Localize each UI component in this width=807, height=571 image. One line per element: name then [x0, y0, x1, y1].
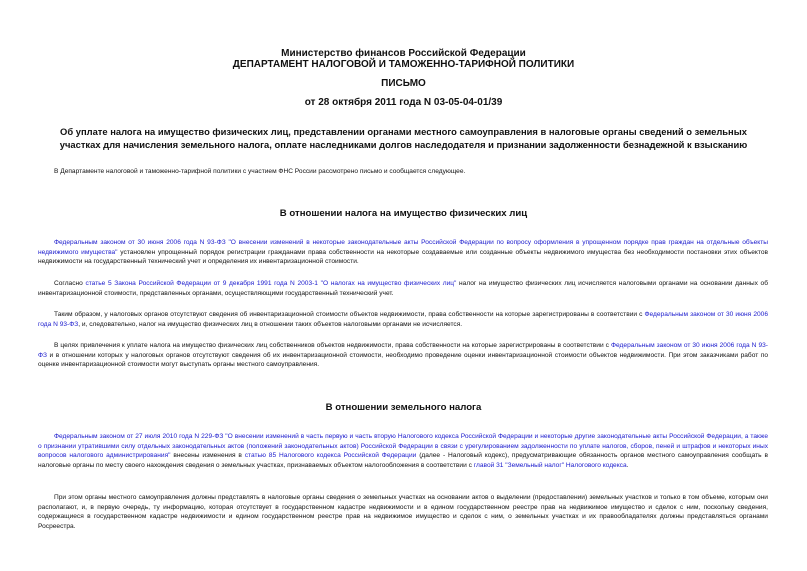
paragraph-text: Согласно: [54, 280, 86, 287]
paragraph-text: В целях привлечения к уплате налога на имущество физических лиц собственников объектов недвижимости, права собственности на которые зарегистрированы в соответствии с: [54, 342, 612, 349]
paragraph-text: и в отношении которых у налоговых органов отсутствуют сведения об их инвентаризационной стоимости, необходимо проведение оценки инвентаризационной стоимости объектов недвижимости. При этом заказчиками работ по оценке инвентаризационной стоимости могут выступать органы местного самоуправления.: [38, 351, 768, 369]
paragraph: [38, 493, 768, 531]
paragraph-text: (далее - Налоговый кодекс), предусматривающие обязанность органов местного самоуправления сообщать в налоговые органы по месту своего нахождения сведения о земельных участках, признаваемых объектом налогообложения в соответствии с: [38, 452, 768, 469]
intro-text: В Департаменте налоговой и таможенно-тарифной политики с участием ФНС России рассмотрено письмо и сообщается следующее.: [54, 168, 466, 175]
document-title: Об уплате налога на имущество физических лиц, представлении органами местного самоуправления в налоговые органы сведений о земельных участках для начисления земельного налога, оплате наследниками долгов наследодателя и признании задолженности безнадежной к взысканию: [59, 126, 748, 150]
section-heading-land-tax: В отношении земельного налога: [325, 402, 482, 413]
paragraph-text: , и, следовательно, налог на имущество физических лиц в отношении таких объектов налоговыми органами не исчисляется.: [78, 320, 463, 328]
department-name: ДЕПАРТАМЕНТ НАЛОГОВОЙ И ТАМОЖЕННО-ТАРИФНОЙ ПОЛИТИКИ: [232, 59, 575, 70]
paragraph-text: Таким образом, у налоговых органов отсутствуют сведения об инвентаризационной стоимости объектов недвижимости, права собственности на которые зарегистрированы в соответствии с: [54, 311, 645, 318]
paragraph: [38, 238, 768, 267]
code-article-link[interactable]: статью 85 Налогового кодекса Российской Федерации: [244, 452, 417, 460]
code-chapter-link[interactable]: главой 31 "Земельный налог" Налогового кодекса: [473, 461, 627, 469]
document-date-number: от 28 октября 2011 года N 03-05-04-01/39: [304, 97, 503, 108]
paragraph-text: При этом органы местного самоуправления должны представлять в налоговые органы сведения о земельных участках на основании актов о выделении (предоставлении) земельных участков и только в том объеме, которым они располагают, и, в первую очередь, ту информацию, которая отсутствует в государственном кадастре недвижимости и в едином государственном реестре прав на недвижимое имущество и сделок с ним, поскольку сведения, содержащиеся в государственном кадастре недвижимости и едином государственном реестре прав на недвижимое имущество и сделок с ним, о земельных участках и их правообладателях должны представляться органами Росреестра.: [38, 494, 768, 530]
paragraph: [38, 341, 768, 370]
law-link[interactable]: Федеральным законом от 30 июня 2006 года N 93-ФЗ: [38, 311, 768, 328]
paragraph: [38, 279, 768, 298]
law-link[interactable]: Федеральным законом от 30 июня 2006 года N 93-ФЗ: [38, 342, 768, 359]
paragraph-text: внесены изменения в: [170, 452, 245, 460]
paragraph: [38, 432, 768, 470]
paragraph-text: установлен упрощенный порядок регистрации гражданами права собственности на некоторые создаваемые или созданные объекты недвижимого имущества без необходимости постановки этих объектов недвижимости на государственный технический учет и определения их инвентаризационной стоимости.: [38, 248, 768, 266]
paragraph: [38, 310, 768, 329]
law-link[interactable]: статье 5 Закона Российской Федерации от 9 декабря 1991 года N 2003-1 "О налогах на имущество физических лиц": [85, 280, 457, 287]
document-type: ПИСЬМО: [381, 78, 426, 89]
law-link[interactable]: Федеральным законом от 27 июля 2010 года N 229-ФЗ "О внесении изменений в часть первую и часть вторую Налогового кодекса Российской Федерации и некоторые другие законодательные акты Российской Федерации, а также о признании утратившими силу отдельных законодательных актов (положений законодательных актов) Российской Федерации в связи с урегулированием задолженности по уплате налогов, сборов, пеней и штрафов и некоторых иных вопросов налогового администрирования": [38, 433, 768, 460]
section-heading-property-tax: В отношении налога на имущество физических лиц: [279, 208, 528, 219]
intro-paragraph: [38, 167, 768, 177]
paragraph-text: налог на имущество физических лиц исчисляется налоговыми органами на основании данных об инвентаризационной стоимости, представленных органами, осуществляющими государственный технический учет.: [38, 280, 768, 297]
law-link[interactable]: Федеральным законом от 30 июня 2006 года N 93-ФЗ "О внесении изменений в некоторые законодательные акты Российской Федерации по вопросу оформления в упрощенном порядке прав граждан на отдельные объекты недвижимого имущества": [38, 239, 768, 256]
paragraph-text: .: [626, 461, 629, 469]
ministry-name: Министерство финансов Российской Федерации: [281, 48, 526, 59]
